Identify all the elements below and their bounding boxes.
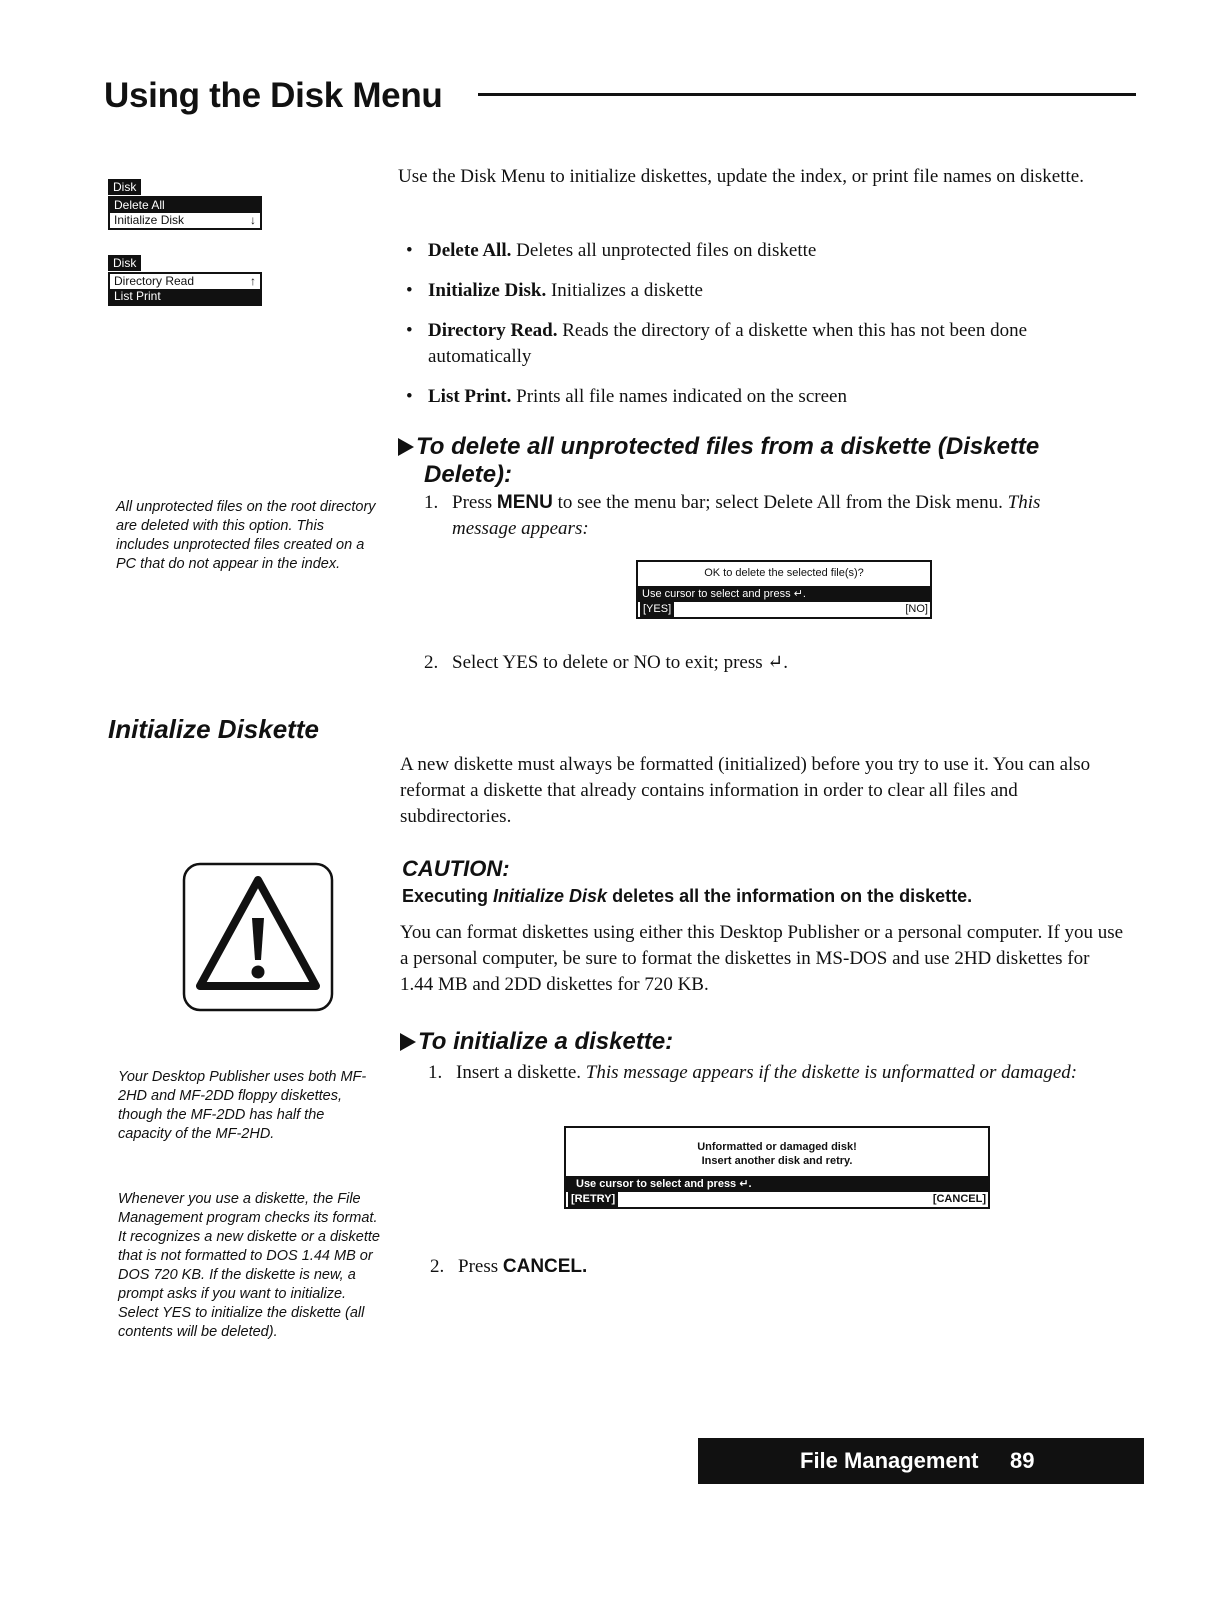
dialog-instruction-bar: Use cursor to select and press ↵.	[566, 1176, 988, 1192]
dialog-message: OK to delete the selected file(s)?	[704, 567, 864, 579]
caution-text: Executing	[402, 886, 494, 906]
title-rule	[478, 93, 1136, 96]
dialog-instruction-bar: Use cursor to select and press ↵.	[638, 586, 930, 602]
menu-item-list-print	[110, 289, 260, 304]
delete-steps	[424, 490, 1104, 542]
caution-title: CAUTION:	[402, 856, 510, 881]
step-number: 2.	[430, 1256, 445, 1277]
step-1	[424, 490, 1104, 542]
list-item	[402, 278, 1122, 304]
footer-bar	[698, 1438, 1144, 1484]
menu-item-label: Delete All	[114, 198, 165, 212]
menu-item-directory-read	[110, 274, 260, 289]
dialog-message: Unformatted or damaged disk!	[697, 1141, 857, 1153]
step-text: Press	[452, 492, 497, 513]
initialize-steps	[428, 1060, 1128, 1086]
step-note: This message appears:	[452, 492, 1041, 539]
step-number: 2.	[424, 652, 439, 673]
delete-procedure-heading	[398, 433, 1114, 489]
menu-tab-disk: Disk	[108, 179, 141, 195]
procedure-heading-text: To delete all unprotected files from a diskette (Diskette Delete):	[416, 433, 1040, 488]
caution-emphasis: Initialize Disk	[493, 886, 608, 906]
disk-menu-options-list	[402, 238, 1122, 424]
page-title: Using the Disk Menu	[104, 76, 443, 115]
menu-box	[108, 196, 262, 230]
arrow-down-icon: ↓	[250, 213, 256, 227]
option-term: Delete All.	[428, 240, 512, 261]
list-item	[402, 238, 1122, 264]
disk-menu-illustration-1	[108, 178, 262, 230]
menu-item-label: Initialize Disk	[114, 213, 185, 227]
step-text: Select YES to delete or NO to exit; press ↵.	[452, 652, 789, 673]
procedure-arrow-icon	[400, 1033, 416, 1051]
yes-button[interactable]: [YES]	[640, 602, 674, 617]
option-term: Initialize Disk.	[428, 280, 547, 301]
option-description: Initializes a diskette	[546, 280, 703, 301]
delete-steps-2	[424, 650, 1104, 676]
section-heading-initialize: Initialize Diskette	[108, 714, 319, 744]
option-description: Deletes all unprotected files on diskette	[511, 240, 817, 261]
initialize-steps-2	[430, 1254, 1110, 1280]
intro-paragraph: Use the Disk Menu to initialize diskettes, update the index, or print file names on diskette.	[398, 166, 1084, 187]
option-term: Directory Read.	[428, 320, 558, 341]
initialize-paragraph: A new diskette must always be formatted (initialized) before you try to use it. You can also reformat a diskette that already contains information in order to clear all files and subdirectories.	[400, 754, 1091, 827]
step-number: 1.	[428, 1062, 443, 1083]
caution-statement	[402, 886, 1122, 907]
dialog-buttons	[566, 1192, 988, 1207]
initialize-procedure-heading	[400, 1028, 1090, 1056]
sidenote-diskette-types: Your Desktop Publisher uses both MF-2HD and MF-2DD floppy diskettes, though the MF-2DD has half the capacity of the MF-2HD.	[118, 1069, 367, 1142]
menu-item-initialize-disk	[110, 213, 260, 228]
caution-text: deletes all the information on the diskette.	[607, 886, 973, 906]
delete-confirm-dialog	[636, 560, 932, 619]
sidenote-format-check: Whenever you use a diskette, the File Management program checks its format. It recognizes a new diskette or a diskette that is not formatted to DOS 1.44 MB or DOS 720 KB. If the diskette is new, a prompt asks if you want to initialize. Select YES to initialize the diskette (all contents will be deleted).	[118, 1191, 380, 1340]
step-text: Press	[458, 1256, 503, 1277]
menu-item-delete-all	[110, 198, 260, 213]
procedure-arrow-icon	[398, 438, 414, 456]
step-note: This message appears if the diskette is unformatted or damaged:	[585, 1062, 1078, 1083]
retry-button[interactable]: [RETRY]	[568, 1192, 618, 1207]
no-button[interactable]: [NO]	[905, 603, 928, 615]
step-text: to see the menu bar; select Delete All from the Disk menu.	[552, 492, 1008, 513]
dialog-message: Insert another disk and retry.	[701, 1155, 853, 1167]
list-item	[402, 318, 1108, 370]
option-description: Prints all file names indicated on the screen	[511, 386, 847, 407]
caution-paragraph: You can format diskettes using either this Desktop Publisher or a personal computer. If you use a personal computer, be sure to format the diskettes in MS-DOS and use 2HD diskettes for 1.44 MB and 2DD diskettes for 720 KB.	[400, 922, 1124, 995]
option-description: Reads the directory of a diskette when this has not been done automatically	[428, 320, 1028, 367]
key-label: MENU	[496, 492, 553, 513]
footer-section-name: File Management	[800, 1448, 979, 1473]
step-2	[424, 650, 1104, 676]
cancel-button[interactable]: [CANCEL]	[932, 1193, 986, 1205]
menu-box	[108, 272, 262, 306]
step-number: 1.	[424, 492, 439, 513]
step-1	[428, 1060, 1128, 1086]
unformatted-disk-dialog	[564, 1126, 990, 1209]
dialog-buttons	[638, 602, 930, 617]
menu-item-label: List Print	[114, 289, 161, 303]
key-label: CANCEL.	[502, 1256, 588, 1277]
page-number: 89	[1010, 1448, 1035, 1473]
option-term: List Print.	[428, 386, 512, 407]
step-text: Insert a diskette.	[456, 1062, 586, 1083]
warning-triangle-icon	[182, 862, 334, 1012]
disk-menu-illustration-2	[108, 254, 262, 306]
step-2	[430, 1254, 1110, 1280]
menu-item-label: Directory Read	[114, 274, 195, 288]
menu-tab-disk: Disk	[108, 255, 141, 271]
sidenote-root-directory: All unprotected files on the root directory are deleted with this option. This includes unprotected files created on a PC that do not appear in the index.	[116, 499, 376, 572]
procedure-heading-text: To initialize a diskette:	[418, 1028, 674, 1055]
arrow-up-icon: ↑	[250, 274, 256, 288]
list-item	[402, 384, 1122, 410]
